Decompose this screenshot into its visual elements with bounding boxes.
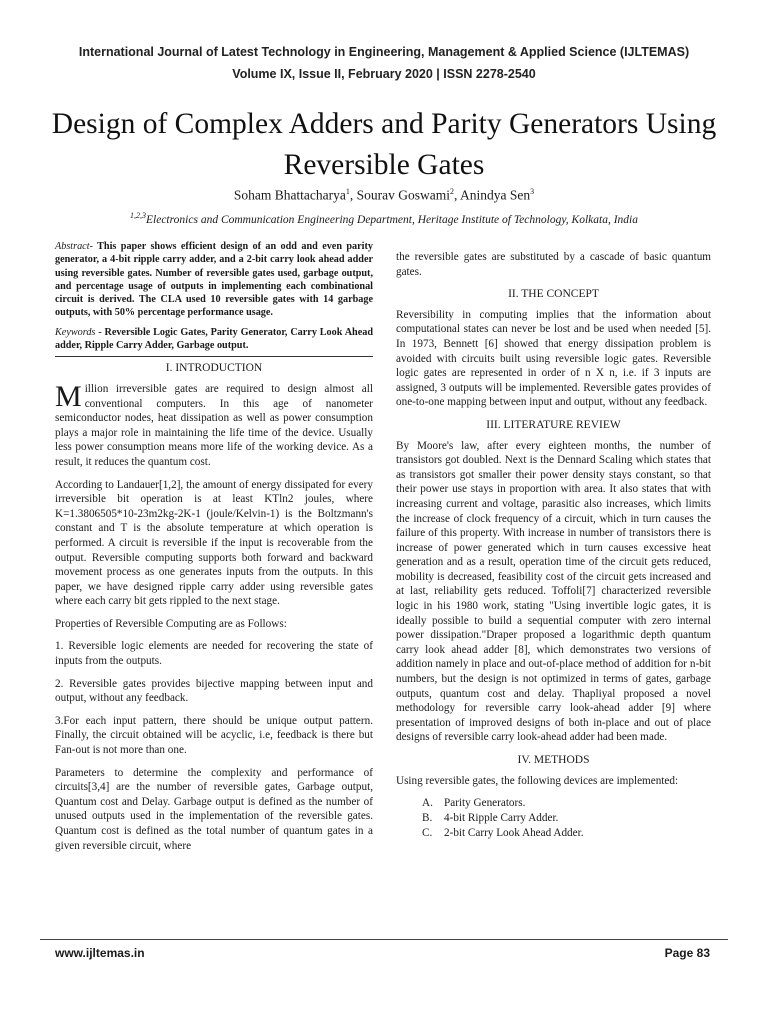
paragraph: Reversibility in computing implies that the information about computational states can never be lost and be used when needed [5]. In 1973, Bennett [6] showed that energy dissipation problem is avoided with circuits built using reversible logic gates. Reversible logic gates are represented in order of n X n, i.e. if 3 inputs are assigned, 3 outputs will be implemented. Reversible gates provides of one-to-one mapping between input and output, without any feedback. [396, 308, 711, 409]
affiliation-sup: 1,2,3 [130, 211, 146, 220]
paragraph: According to Landauer[1,2], the amount of energy dissipated for every irreversible bit operation is at least KTln2 joules, where K=1.3806505*10-23m2kg-2K-1 (joule/Kelvin-1) is the Boltzmann's constant and T is the absolute temperature at which operation is performed. A circuit is reversible if the input is recoverable from the output. Reversible computing supports both forward and backward movement process as one generates inputs from the outputs. In this paper, we have designed ripple carry adder using reversible gates where each carry bit gets rippled to the next stage. [55, 478, 373, 608]
list-marker: B. [422, 812, 433, 825]
abstract [55, 240, 373, 320]
keywords-text: - Reversible Logic Gates, Parity Generator, Carry Look Ahead adder, Ripple Carry Adder, Garbage output. [55, 326, 373, 352]
section-heading-methods: IV. METHODS [517, 754, 590, 766]
page-number: Page 83 [664, 946, 710, 960]
methods-list [396, 796, 711, 841]
paragraph: the reversible gates are substituted by a cascade of basic quantum gates. [396, 251, 711, 278]
list-item [422, 796, 711, 811]
journal-issue: Volume IX, Issue II, February 2020 | ISSN 2278-2540 [232, 67, 536, 81]
author-sup: 3 [530, 187, 535, 196]
paragraph: Properties of Reversible Computing are as Follows: [55, 617, 287, 630]
list-item [422, 826, 711, 841]
author-name: Sourav Goswami [356, 187, 451, 203]
left-column [55, 240, 373, 861]
paragraph: 2. Reversible gates provides bijective mapping between input and output, without any feedback. [55, 677, 373, 705]
paragraph: Parameters to determine the complexity and performance of circuits[3,4] are the number of reversible gates, Garbage output, Quantum cost and Delay. Garbage output is defined as the number of unused outputs used in the implementation of the reversible gates. Quantum cost is defined as the total number of quantum gates in a given reversible circuit, where [55, 766, 373, 852]
paragraph: Using reversible gates, the following devices are implemented: [396, 774, 679, 787]
paragraph [55, 379, 373, 470]
author-name: Anindya Sen [460, 187, 531, 203]
author-separator: , [454, 187, 461, 203]
right-column [396, 250, 711, 841]
section-heading-introduction: I. INTRODUCTION [165, 362, 263, 375]
paragraph: 1. Reversible logic elements are needed for recovering the state of inputs from the outputs. [55, 640, 373, 668]
paragraph: 3.For each input pattern, there should be unique output pattern. Finally, the circuit obtained will be acyclic, i.e, feedback is there but Fan-out is not more than one. [55, 714, 373, 757]
list-item-text: 4-bit Ripple Carry Adder. [444, 812, 559, 825]
affiliation-text: Electronics and Communication Engineering Department, Heritage Institute of Technology, Kolkata, India [146, 213, 638, 226]
keywords [55, 326, 373, 353]
list-marker: A. [422, 797, 433, 810]
author-sup: 2 [450, 187, 455, 196]
affiliation [0, 211, 768, 226]
author-sup: 1 [345, 187, 350, 196]
divider [55, 356, 373, 357]
list-item-text: Parity Generators. [444, 797, 526, 810]
drop-cap: M [55, 379, 82, 413]
journal-name: International Journal of Latest Technology in Engineering, Management & Applied Science (IJLTEMAS) [78, 45, 690, 59]
author-name: Soham Bhattacharya [233, 187, 346, 203]
author-separator: , [349, 187, 357, 203]
author-list [0, 187, 768, 204]
paragraph-text: illion irreversible gates are required to design almost all conventional computers. In this age of nanometer semiconductor nodes, heat dissipation as well as power consumption plays a major role in maintaining the life time of the device. Usually less power consumption means more life of the working device. As a result, it reduces the quantum cost. [55, 382, 373, 468]
footer-divider [40, 939, 728, 940]
abstract-text: This paper shows efficient design of an odd and even parity generator, a 4-bit ripple carry adder, and a 2-bit carry look ahead adder using reversible gates. Number of reversible gates used, garbage output, and percentage usage of outputs in implementing each combinational circuit is derived. The CLA used 10 reversible gates with 14 garbage outputs, with 50% percentage performance usage. [55, 241, 373, 319]
list-item-text: 2-bit Carry Look Ahead Adder. [444, 827, 584, 840]
abstract-label: Abstract- [55, 241, 93, 252]
paragraph: By Moore's law, after every eighteen months, the number of transistors got doubled. Next is the Dennard Scaling which states that as transistors got smaller their power density stays constant, so that their power use stays in proportion with area. It also states that with increasing current and voltage, parasitic also increases, which limits the increase of clock frequency of a circuit, which in turn causes the failure of this property. With increase in number of transistors there is increase of power generated which in turn causes excessive heat generation and as a result, operation time of the circuit gets reduced, mobility is decreased, feasibility cost of the circuit gets increased and at last, reliability gets reduced. Toffoli[7] characterized reversible logic in his 1980 work, stating "Using invertible logic gates, it is ideally possible to build a sequential computer with zero internal power dissipation."Draper proposed a logarithmic depth quantum carry look ahead adder [8], which demonstrates two versions of addition namely in place and out-of-place method of addition for n-bit numbers, but the design is not optimized in terms of gates, garbage outputs, quantum cost and delay. Thapliyal proposed a novel methodology for reversible carry look-ahead adder [9] where presentation of improved designs of both in-place and out of place designs of reversible carry look-ahead adder had been made. [396, 439, 711, 744]
list-marker: C. [422, 827, 433, 840]
keywords-label: Keywords [55, 326, 96, 338]
section-heading-literature-review: III. LITERATURE REVIEW [486, 418, 621, 431]
section-heading-concept: II. THE CONCEPT [508, 288, 599, 301]
paper-title: Design of Complex Adders and Parity Generators Using Reversible Gates [51, 108, 717, 181]
list-item [422, 811, 711, 826]
footer-website-link[interactable]: www.ijltemas.in [55, 946, 145, 960]
